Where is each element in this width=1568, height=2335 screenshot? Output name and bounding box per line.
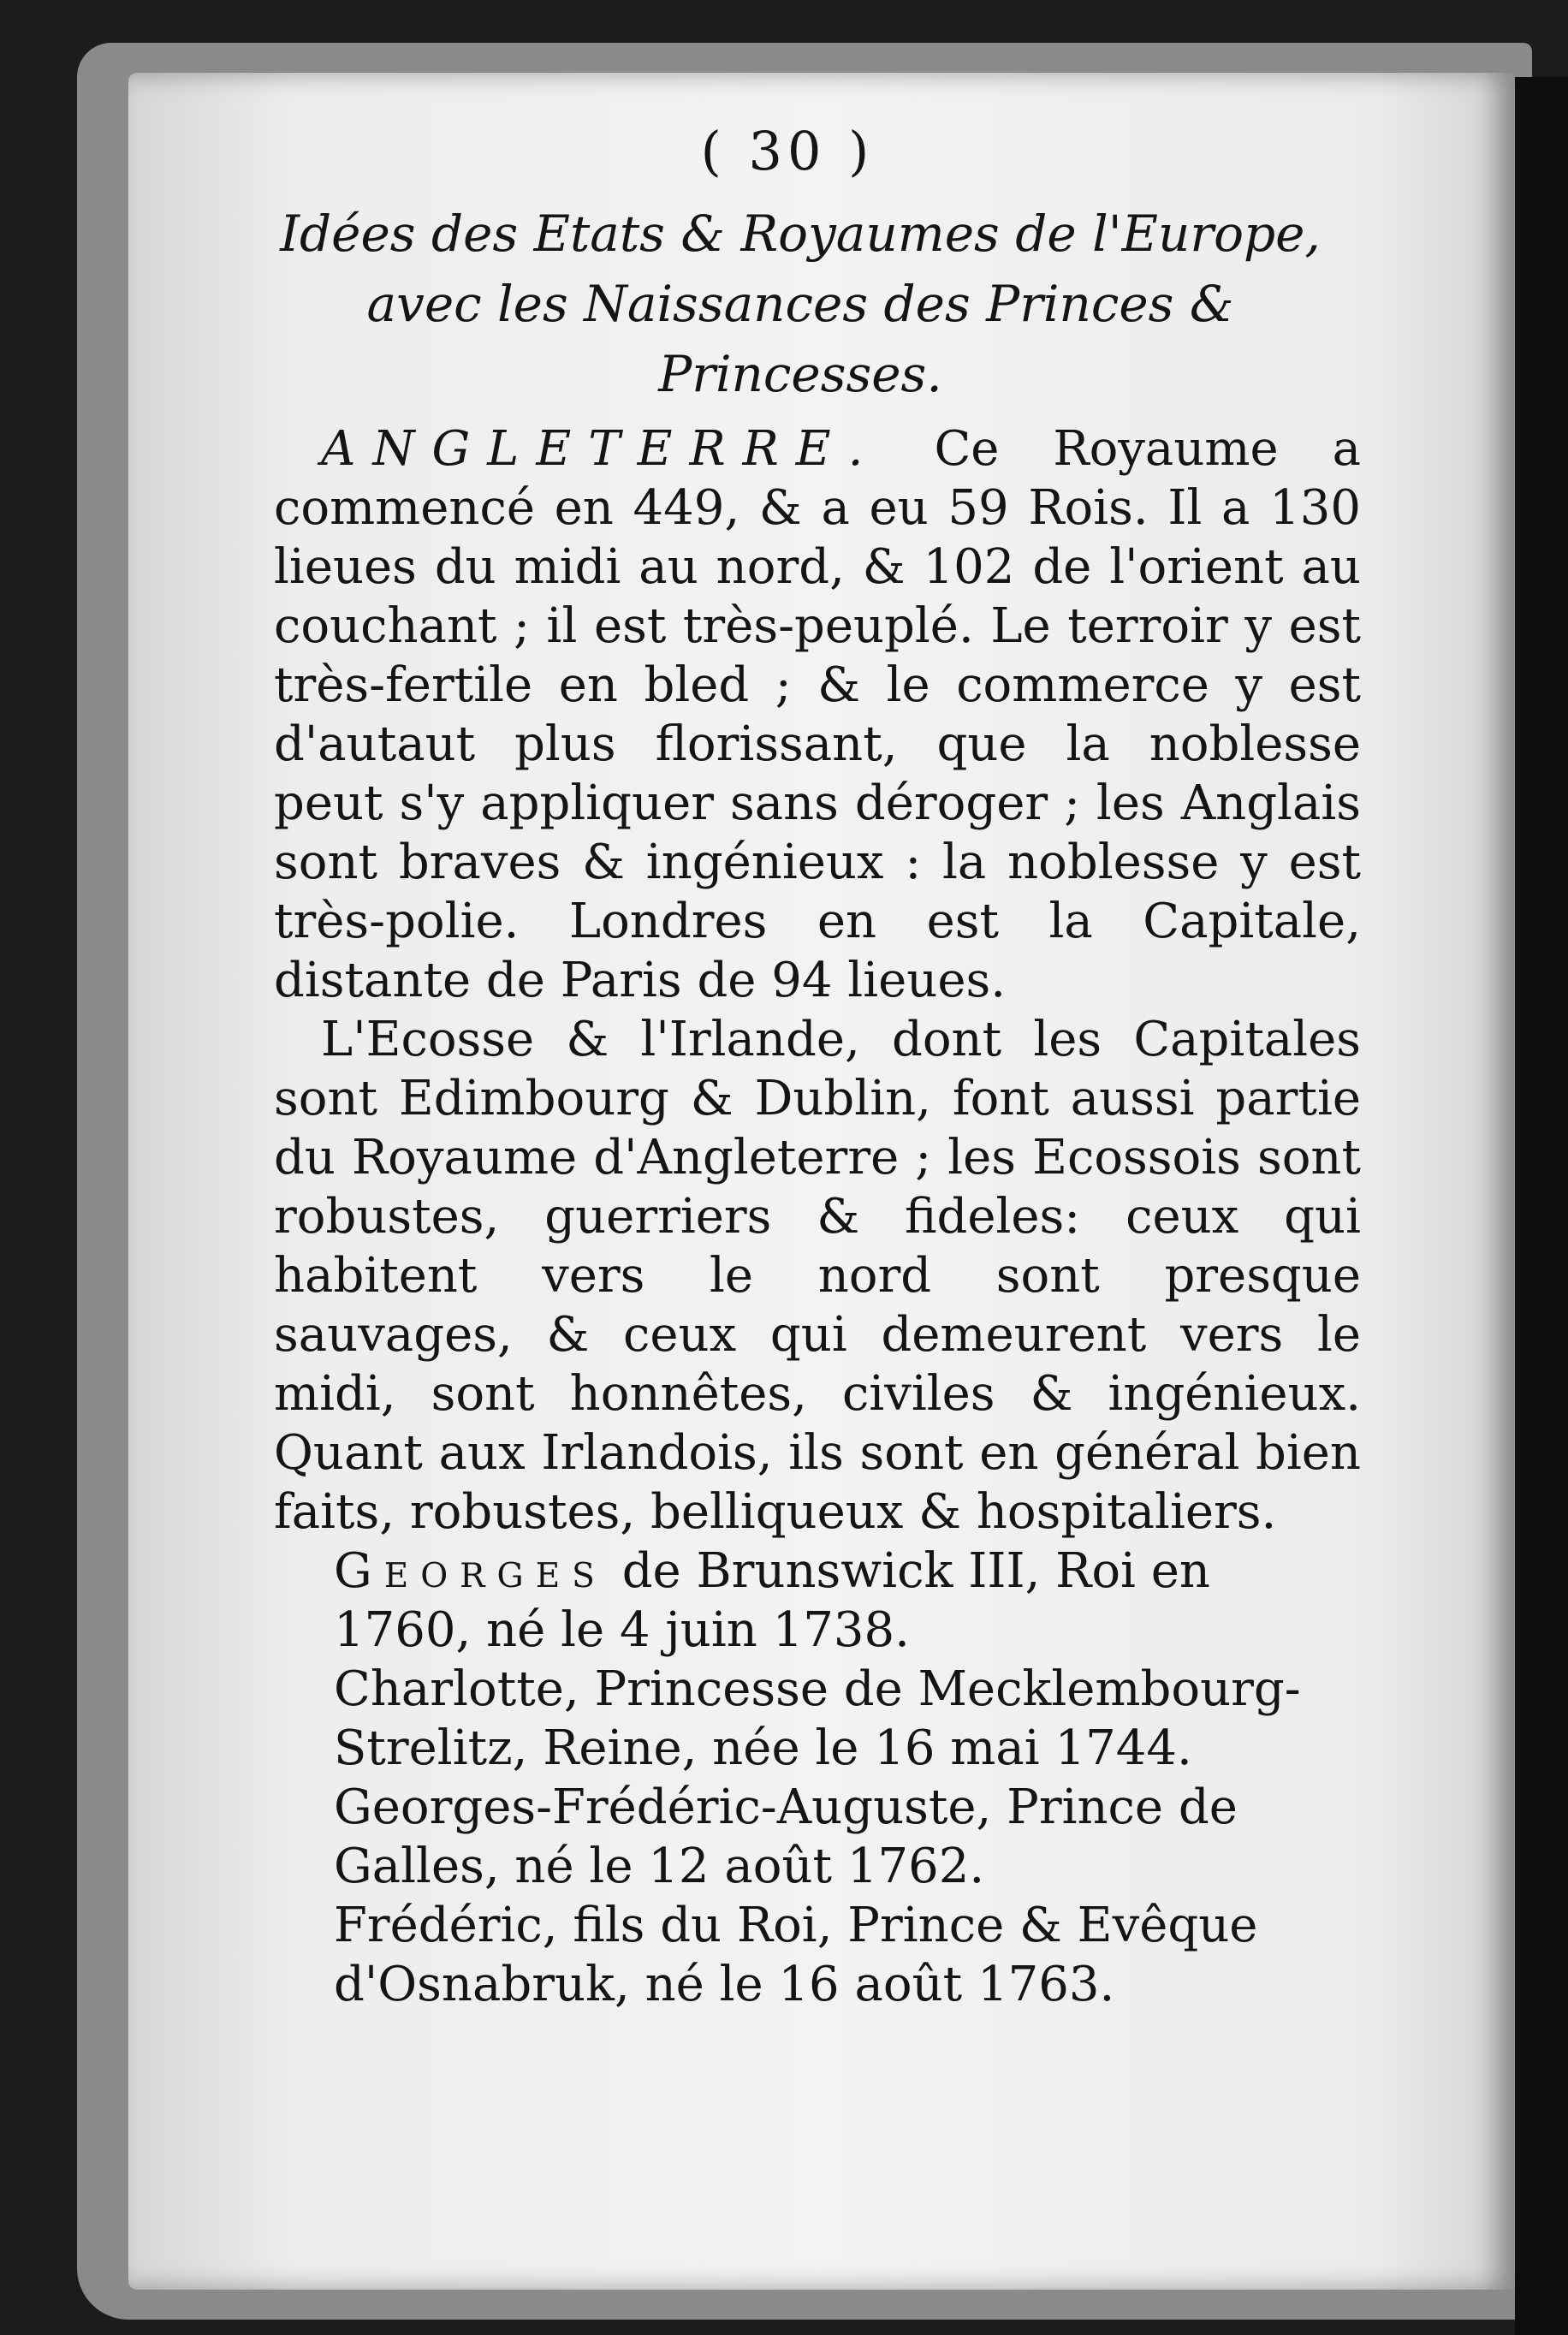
heading-line-2: avec les Naissances des Princes & bbox=[366, 275, 1234, 333]
entry-text: de Brunswick III, Roi en 1760, né le 4 juin 1738. bbox=[334, 1543, 1210, 1658]
entry-frederic: Frédéric, fils du Roi, Prince & Evêque d'Osnabruk, né le 16 août 1763. bbox=[334, 1898, 1258, 2012]
entry-lead: Georges bbox=[334, 1543, 607, 1599]
country-name: ANGLETERRE. bbox=[321, 421, 881, 477]
heading-line-3: Princesses. bbox=[658, 345, 942, 403]
book-spine-edge bbox=[1515, 77, 1568, 2335]
section-heading bbox=[240, 199, 1361, 409]
page-text-block bbox=[274, 120, 1361, 2014]
entry-prince-of-wales: Georges-Frédéric-Auguste, Prince de Galles, né le 12 août 1762. bbox=[334, 1779, 1238, 1894]
paragraph-ecosse-irlande: L'Ecosse & l'Irlande, dont les Capitales sont Edimbourg & Dublin, font aussi partie du Royaume d'Angleterre ; les Ecossois sont robustes, guerriers & fideles: ceux qui habitent vers le nord sont presque sauvages, & ceux qui demeurent vers le midi, sont honnêtes, civiles & ingénieux. Quant aux Irlandois, ils sont en général bien faits, robustes, belliqueux & hospitaliers. bbox=[274, 1012, 1361, 1540]
page-number: ( 30 ) bbox=[700, 120, 875, 182]
heading-line-1: Idées des Etats & Royaumes de l'Europe, bbox=[280, 205, 1321, 263]
body-text bbox=[274, 419, 1361, 2014]
entry-queen: Charlotte, Princesse de Mecklembourg-Strelitz, Reine, née le 16 mai 1744. bbox=[334, 1661, 1301, 1776]
entry-king bbox=[274, 1542, 1361, 1660]
paragraph-text: Ce Royaume a commencé en 449, & a eu 59 Rois. Il a 130 lieues du midi au nord, & 102 de l'orient au couchant ; il est très-peuplé. Le terroir y est très-fertile en bled ; & le commerce y est d'autaut plus florissant, que la noblesse peut s'y appliquer sans déroger ; les Anglais sont braves & ingénieux : la noblesse y est très-polie. Londres en est la Capitale, distante de Paris de 94 lieues. bbox=[274, 421, 1361, 1008]
paragraph-angleterre bbox=[274, 419, 1361, 1010]
